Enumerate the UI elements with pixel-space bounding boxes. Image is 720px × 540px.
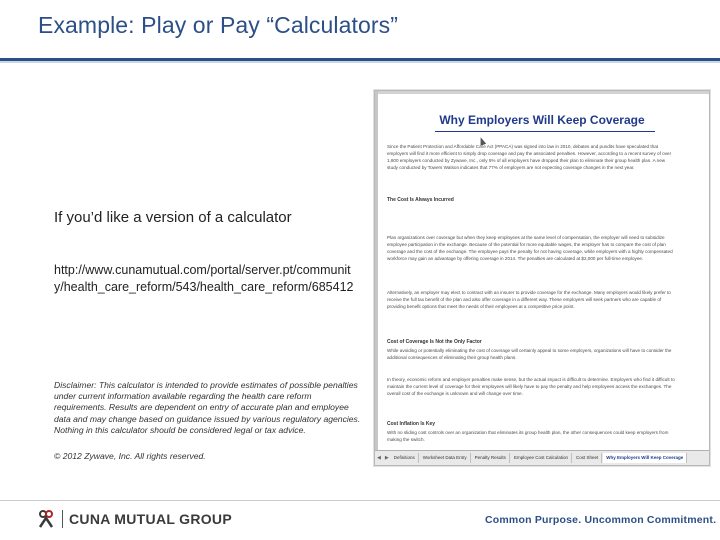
screenshot-frame-left — [375, 91, 378, 465]
screenshot-subheading: Cost of Coverage Is Not the Only Factor — [387, 339, 482, 345]
sheet-tab-employee-cost-calculation[interactable]: Employee Cost Calculation — [511, 453, 572, 463]
sheet-tab-worksheet-data-entry[interactable]: Worksheet Data Entry — [420, 453, 471, 463]
cuna-mutual-logo — [36, 509, 232, 529]
calculator-link[interactable]: http://www.cunamutual.com/portal/server.pt/community/health_care_reform/543/health_care_reform/685412 — [54, 263, 354, 294]
screenshot-subheading: The Cost Is Always Incurred — [387, 197, 454, 203]
screenshot-heading: Why Employers Will Keep Coverage — [439, 113, 645, 127]
logo-text: CUNA MUTUAL GROUP — [69, 511, 232, 527]
cuna-logo-icon — [36, 509, 56, 529]
slide-title: Example: Play or Pay “Calculators” — [38, 12, 399, 38]
spreadsheet-screenshot — [374, 90, 710, 466]
screenshot-frame-top — [375, 91, 709, 94]
screenshot-paragraph: In theory, economic reform and employer penalties make sense, but the actual impact is difficult to determine. Employers who find it difficult to maintain the current level of coverage for their employees will likely have to pay the penalty and help employees access the exchanges. The overall cost of the exchange is unknown and will change over time. — [387, 377, 675, 396]
footer-rule — [0, 500, 720, 501]
sheet-tab-penalty-results[interactable]: Penalty Results — [472, 453, 510, 463]
screenshot-subheading: Cost Inflation Is Key — [387, 421, 436, 427]
title-rule-accent — [0, 61, 720, 63]
logo-divider — [62, 510, 63, 528]
screenshot-paragraph: Alternatively, an employer may elect to contract with an insurer to provide coverage for the exchange. Many employers would likely prefer to receive the full tax benefit of the plan and also offer coverage in a different way. These employers will seek partners who are capable of providing benefit options that meet the needs of their employees at a competitive price point. — [387, 290, 671, 309]
copyright-text: © 2012 Zywave, Inc. All rights reserved. — [54, 451, 206, 461]
screenshot-paragraph: Plan organizations over coverage but when they keep employees at the same level of compensation, the employer will need to subsidize employee participation in the exchange. Because of the potential for more equitable wages, the employer has to compare the cost of plan coverage and the cost of the exchange. The employee pays the penalty for not having coverage, while employers with a highly compensated workforce may gain an advantage by offering coverage in 2014. The penalties are calculated at $2,000 per full-time employee. — [387, 235, 673, 261]
tagline: Common Purpose. Uncommon Commitment. — [485, 514, 717, 526]
screenshot-paragraph: While avoiding or potentially eliminating the cost of coverage will certainly appeal to some employers, organizations will have to consider the additional consequences of eliminating their group health plans. — [387, 348, 672, 360]
screenshot-heading-rule — [435, 131, 655, 132]
tab-scroll-left-icon[interactable]: ◀ — [377, 455, 381, 461]
intro-text: If you’d like a version of a calculator — [54, 209, 292, 226]
disclaimer-text: Disclaimer: This calculator is intended to provide estimates of possible penalties under current information available regarding the health care reform requirements. Results are dependent on entry of accurate plan and employee data and may change based on guidance issued by various regulatory agencies. Nothing in this calculator should be considered legal or tax advice. — [54, 380, 361, 435]
screenshot-paragraph: With no sliding cost controls over an organization that eliminates its group health plan, the other consequences could keep employers from making the switch. — [387, 430, 669, 442]
sheet-tab-bar — [375, 450, 709, 465]
sheet-tab-cost-sheet[interactable]: Cost Sheet — [573, 453, 602, 463]
sheet-tab-definitions[interactable]: Definitions — [391, 453, 419, 463]
screenshot-paragraph: Since the Patient Protection and Affordable Care Act (PPACA) was signed into law in 2010, debates and pundits have speculated that employers will find it more efficient to simply drop coverage and pay the associated penalties. However, according to a recent survey of over 1,800 employers conducted by Zywave, Inc., only 5% of all employers have dropped their plan to eliminate their group health plan. A new study conducted by Towers Watson indicates that 77% of employers are not expecting coverage changes in the next year. — [387, 144, 672, 170]
sheet-tab-why-employers[interactable]: Why Employers Will Keep Coverage — [603, 453, 687, 463]
tab-scroll-right-icon[interactable]: ▶ — [384, 455, 389, 461]
